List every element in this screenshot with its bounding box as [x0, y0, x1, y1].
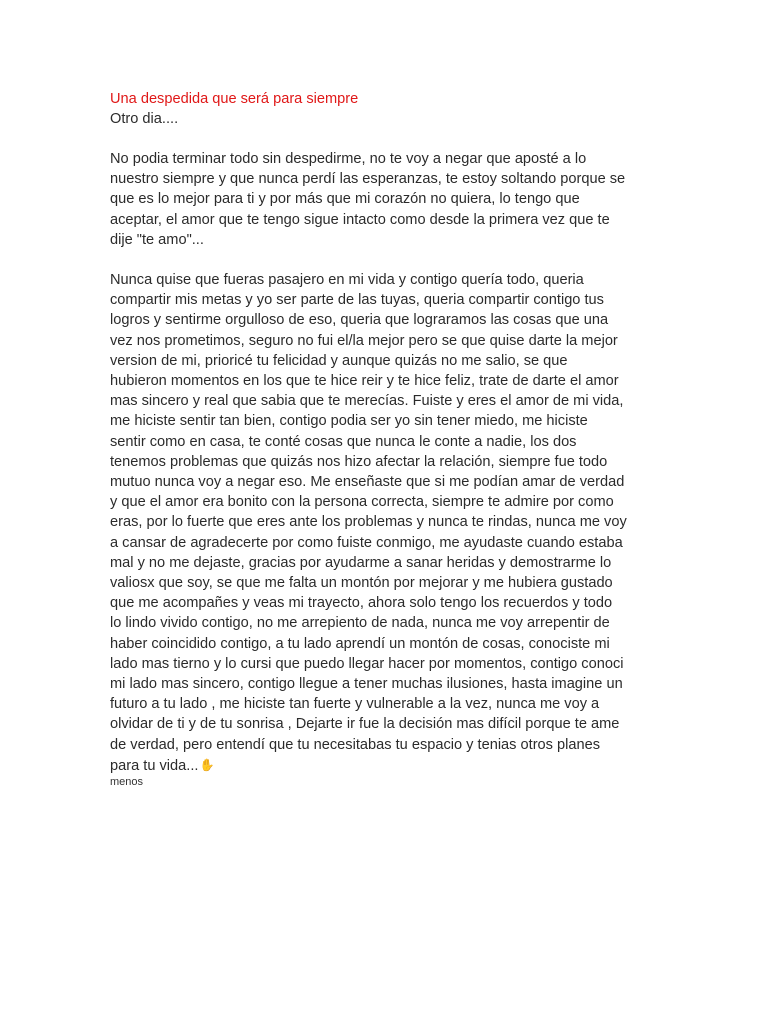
paragraph-line: nuestro siempre y que nunca perdí las esperanzas, te estoy soltando porque se: [110, 171, 626, 188]
waving-hand-icon: ✋: [199, 757, 215, 772]
paragraph-line: No podia terminar todo sin despedirme, no te voy a negar que aposté a lo: [110, 151, 587, 167]
paragraph-line: de verdad, pero entendí que tu necesitabas tu espacio y tenias otros planes: [110, 736, 601, 753]
paragraph-line: mi lado mas sincero, contigo llegue a tener muchas ilusiones, hasta imagine un: [110, 676, 623, 693]
document-body: [110, 89, 666, 788]
paragraph-line: lado mas tierno y lo cursi que puedo llegar hacer por momentos, contigo conoci: [110, 655, 624, 672]
paragraph-line: mas sincero y real que sabia que te merecías. Fuiste y eres el amor de mi vida,: [110, 393, 624, 410]
paragraph-line: olvidar de ti y de tu sonrisa , Dejarte ir fue la decisión mas difícil porque te ame: [110, 716, 620, 733]
paragraph-line: aceptar, el amor que te tengo sigue intacto como desde la primera vez que te: [110, 211, 610, 228]
paragraph-line: vez nos prometimos, seguro no fui el/la mejor pero se que quise darte la mejor: [110, 332, 618, 349]
paragraph-line: me hiciste sentir tan bien, contigo podia ser yo sin tener miedo, me hiciste: [110, 413, 588, 430]
paragraph-2: [110, 270, 650, 776]
paragraph-line: hubieron momentos en los que te hice reir y te hice feliz, trate de darte el amor: [110, 373, 619, 390]
paragraph-line: mutuo nunca voy a negar eso. Me enseñaste que si me podían amar de verdad: [110, 474, 625, 491]
paragraph-line: que es lo mejor para ti y por más que mi corazón no quiera, lo tengo que: [110, 191, 580, 208]
paragraph-1: [110, 149, 658, 250]
paragraph-line: eras, por lo fuerte que eres ante los problemas y nunca te rindas, nunca me voy: [110, 514, 627, 531]
paragraph-line: sentir como en casa, te conté cosas que nunca le conte a nadie, los dos: [110, 433, 577, 450]
paragraph-line: que me acompañes y veas mi trayecto, ahora solo tengo los recuerdos y todo: [110, 595, 613, 612]
document-title: Una despedida que será para siempre: [110, 91, 359, 107]
paragraph-line: Nunca quise que fueras pasajero en mi vida y contigo quería todo, queria: [110, 272, 584, 289]
paragraph-line: haber coincidido contigo, a tu lado aprendí un montón de cosas, conociste mi: [110, 635, 610, 652]
paragraph-line: a cansar de agradecerte por como fuiste conmigo, me ayudaste cuando estaba: [110, 534, 623, 551]
show-less-link[interactable]: menos: [110, 776, 144, 789]
paragraph-line: dije "te amo"...: [110, 231, 204, 248]
paragraph-line: tenemos problemas que quizás nos hizo afectar la relación, siempre fue todo: [110, 453, 608, 470]
paragraph-line: compartir mis metas y yo ser parte de las tuyas, queria compartir contigo tus: [110, 292, 604, 309]
paragraph-line: lo lindo vivido contigo, no me arrepiento de nada, nunca me voy arrepentir de: [110, 615, 610, 632]
paragraph-line: valiosx que soy, se que me falta un montón por mejorar y me hubiera gustado: [110, 575, 613, 592]
paragraph-line: para tu vida...✋: [110, 755, 650, 776]
paragraph-line: futuro a tu lado , me hiciste tan fuerte y vulnerable a la vez, nunca me voy a: [110, 696, 600, 713]
paragraph-line: y que el amor era bonito con la persona correcta, siempre te admire por como: [110, 494, 614, 511]
paragraph-line: logros y sentirme orgulloso de eso, queria que lograramos las cosas que una: [110, 312, 609, 329]
paragraph-line: mal y no me dejaste, gracias por ayudarme a sanar heridas y demostrarme lo: [110, 554, 612, 571]
document-subtitle: Otro dia....: [110, 111, 179, 127]
paragraph-line: version de mi, prioricé tu felicidad y aunque quizás no me salio, se que: [110, 352, 568, 369]
